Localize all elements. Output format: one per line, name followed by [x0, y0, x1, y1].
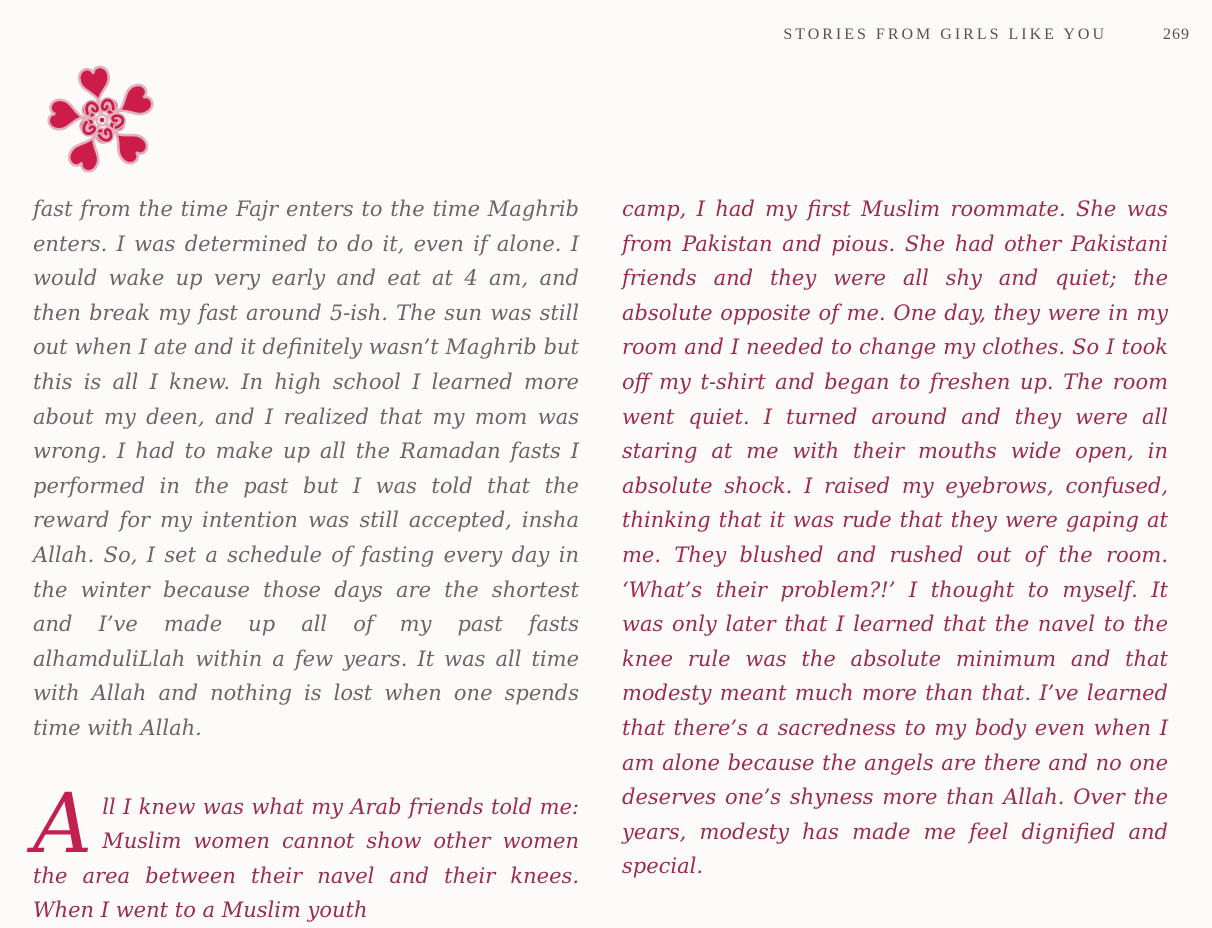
- right-paragraph: camp, I had my first Muslim roommate. She was from Pakistan and pious. She had other Pakistani friends and they were all shy and quiet; the absolute opposite of me. One day, they were in my room and I needed to change my clothes. So I took off my t-shirt and began to freshen up. The room went quiet. I turned around and they were all staring at me with their mouths wide open, in absolute shock. I raised my eyebrows, confused, thinking that it was rude that they were gaping at me. They blushed and rushed out of the room. ‘What’s their problem?!’ I thought to myself. It was only later that I learned that the navel to the knee rule was the absolute minimum and that modesty meant much more than that. I’ve learned that there’s a sacredness to my body even when I am alone because the angels are there and no one deserves one’s shyness more than Allah. Over the years, modesty has made me feel dignified and special.: [622, 197, 1168, 879]
- left-text-column: [33, 192, 579, 928]
- left-paragraph-continued: fast from the time Fajr enters to the time Maghrib enters. I was determined to do it, even if alone. I would wake up very early and eat at 4 am, and then break my fast around 5-ish. The sun was still out when I ate and it definitely wasn’t Maghrib but this is all I knew. In high school I learned more about my deen, and I realized that my mom was wrong. I had to make up all the Ramadan fasts I performed in the past but I was told that the reward for my intention was still accepted, insha Allah. So, I set a schedule of fasting every day in the winter because those days are the shortest and I’ve made up all of my past fasts alhamduliLlah within a few years. It was all time with Allah and nothing is lost when one spends time with Allah.: [33, 197, 579, 740]
- left-paragraph-dropcap: [33, 776, 579, 928]
- drop-cap-letter: A: [33, 776, 93, 872]
- running-header: [783, 26, 1190, 44]
- right-text-column: [622, 192, 1168, 884]
- running-header-title: STORIES FROM GIRLS LIKE YOU: [783, 26, 1107, 43]
- floral-snowflake-ornament: [32, 55, 172, 185]
- page-number: 269: [1163, 26, 1190, 43]
- left-paragraph-dropcap-text: ll I knew was what my Arab friends told me: Muslim women cannot show other women the area between their navel and their knees. When I went to a Muslim youth: [33, 794, 579, 923]
